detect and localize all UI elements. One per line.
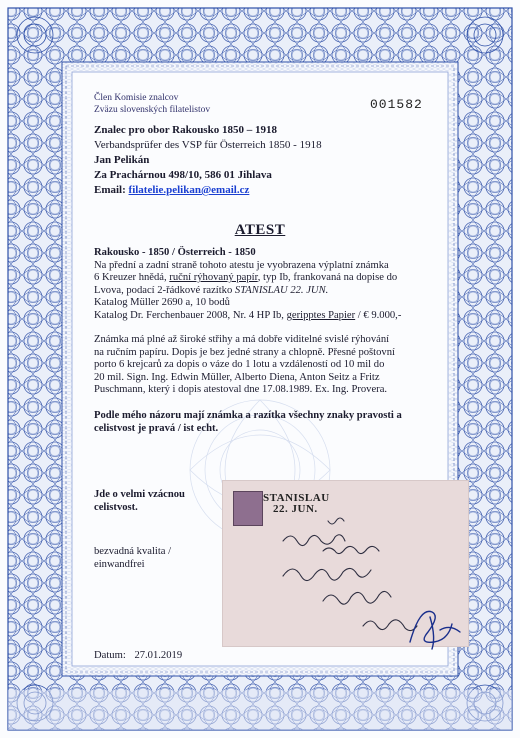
opinion-block [94,410,434,435]
desc-line-5: Katalog Dr. Ferchenbauer 2008, Nr. 4 HP Ib, geripptes Papier / € 9.000,- [94,309,402,321]
expert-info [94,123,322,198]
date-line [94,650,182,661]
description-block [94,247,434,323]
serial-number: 001582 [370,97,423,112]
cond-line-1: Známka má plné až široké střihy a má dobře viditelné svislé rýhování [94,334,390,345]
signature [400,602,470,657]
desc-line-2: 6 Kreuzer hnědá, ruční rýhovaný papír, typ Ib, frankovaná na dopise do [94,272,398,284]
rarity-note: Jde o velmi vzácnou celistvost. [94,489,185,513]
cond-line-3: porto 6 krejcarů za dopis o váze do 1 lotu a vzdáleností od 10 mil do [94,359,385,371]
opinion-line-1: Podle mého názoru mají známka a razítka všechny znaky pravosti a [94,410,402,421]
cond-line-5: Puschmann, který i dopis atestoval dne 17.08.1989. Ex. Ing. Provera. [94,384,388,396]
cancellation-mark: STANISLAU 22. JUN. [263,492,330,515]
cond-line-2: na ručním papíru. Dopis je bez jedné strany a chlopně. Přesné poštovní [94,346,395,358]
desc-line-1: Na přední a zadní straně tohoto atestu je vyobrazena výplatní známka [94,259,389,271]
quality-note: bezvadná kvalita / einwandfrei [94,546,172,570]
stamp-heading: Rakousko - 1850 / Österreich - 1850 [94,247,256,258]
email-link[interactable]: filatelie.pelikan@email.cz [128,184,250,196]
desc-line-4: Katalog Müller 2690 a, 10 bodů [94,297,230,309]
date-value: 27.01.2019 [134,650,183,661]
member-info [94,92,210,116]
expert-line-1: Znalec pro obor Rakousko 1850 – 1918 [94,124,277,136]
expert-name: Jan Pelikán [94,154,150,166]
member-line-1: Člen Komisie znalcov [94,93,179,103]
condition-block [94,334,434,397]
cond-line-4: 20 mil. Sign. Ing. Edwin Müller, Alberto Diena, Anton Seitz a Fritz [94,371,380,383]
date-label: Datum: [94,650,126,661]
member-line-2: Zväzu slovenských filatelistov [94,105,211,115]
certificate-title: ATEST [234,222,286,238]
expert-line-2: Verbandsprüfer des VSP für Österreich 1850 - 1918 [94,139,322,151]
email-label: Email: [94,184,126,196]
desc-line-3: Lvova, podací 2-řádkové razítko STANISLAU 22. JUN. [94,284,329,296]
opinion-line-2: celistvost je pravá / ist echt. [94,422,219,434]
expert-address: Za Prachárnou 498/10, 586 01 Jihlava [94,169,272,181]
